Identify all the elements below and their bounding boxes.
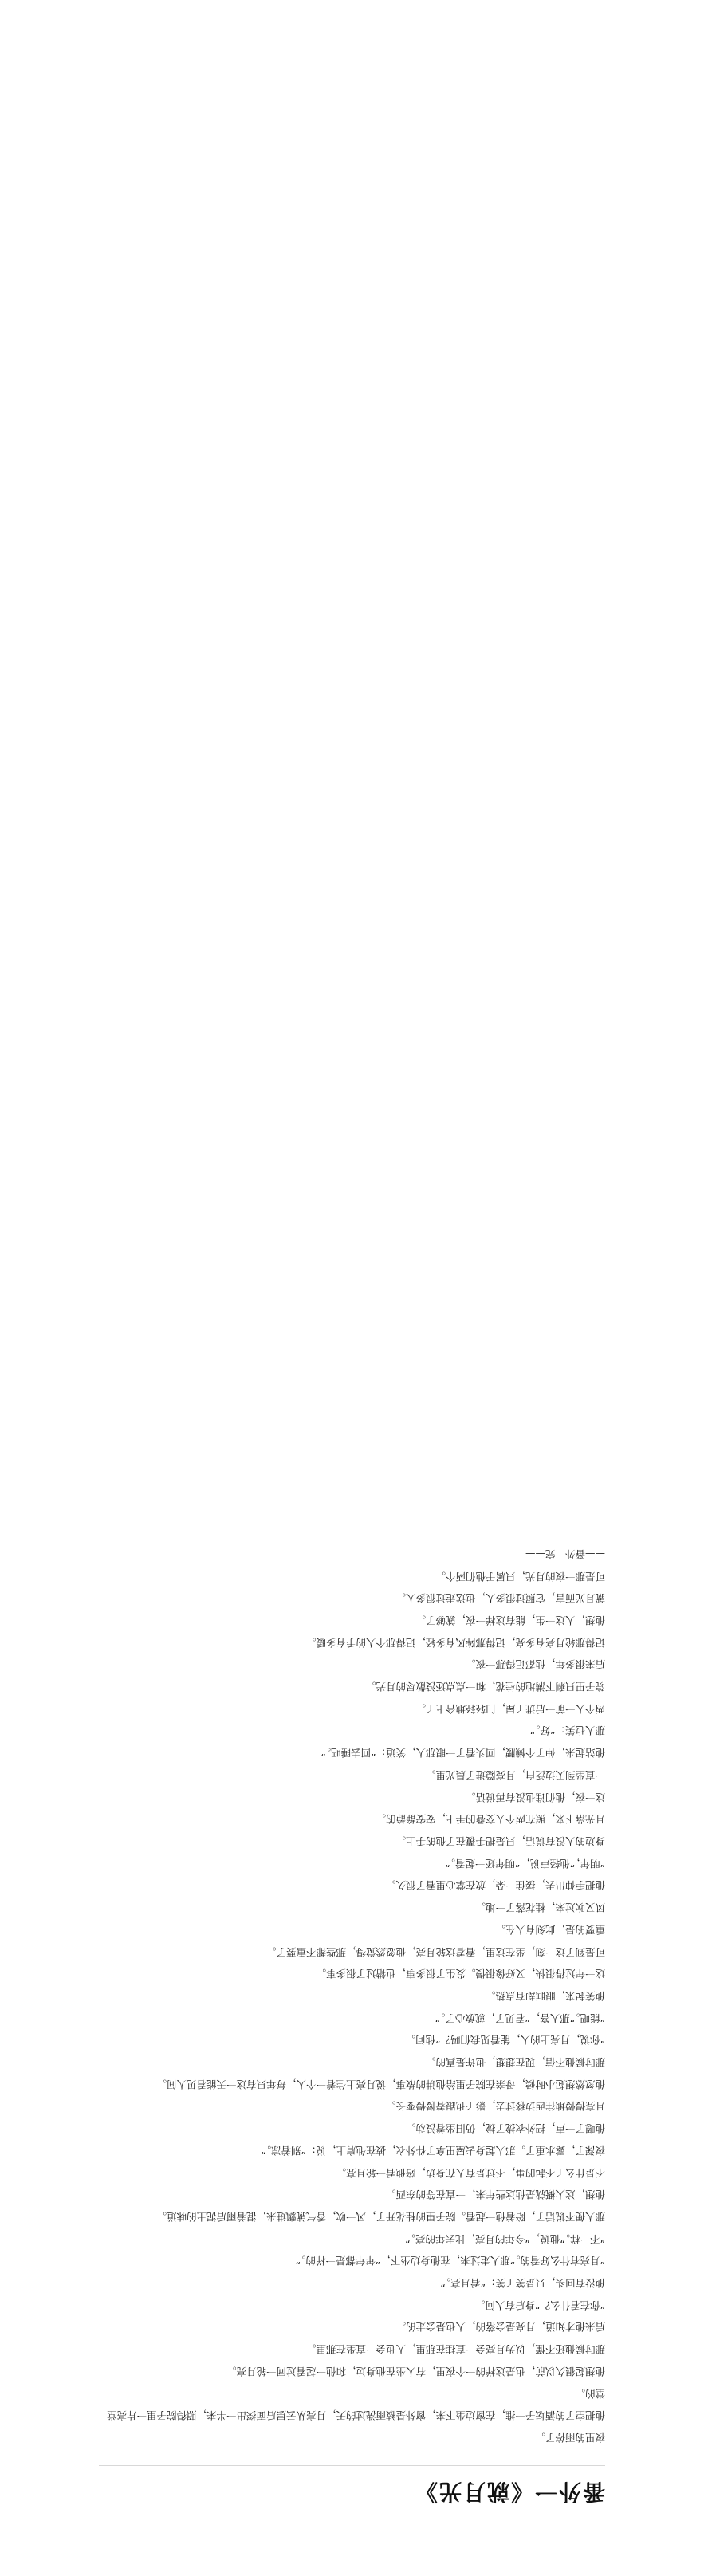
paragraph: 夜里的雨停了。	[535, 2432, 605, 2444]
paragraph: 他笑起来，眼眶却有点热。	[485, 1989, 605, 2002]
paragraph: “不一样。”他说，“今年的月亮，比去年的亮。”	[405, 2232, 605, 2245]
paragraph: 夜深了，露水重了。那人起身去屋里拿了件外衣，披在他肩上，说：“别着凉。”	[261, 2144, 605, 2157]
paragraph: “你在看什么？”身后有人问。	[475, 2299, 605, 2311]
paragraph: “月亮有什么好看的。”那人走过来，在他身边坐下，“年年都是一样的。”	[295, 2255, 605, 2267]
paragraph: 院子里只剩下满地的桂花，和一点点还没散尽的月光。	[365, 1681, 605, 1693]
paragraph: “能吧。”那人答，“看见了，就放心了。”	[435, 2012, 605, 2024]
paragraph: 两个人一前一后进了屋，门轻轻地合上了。	[415, 1702, 605, 1715]
paragraph: 那时候他不信，现在想想，也许是真的。	[425, 2056, 605, 2069]
paragraph: 他把手伸出去，接住一朵，放在掌心里看了很久。	[385, 1879, 605, 1892]
paragraph: 身边的人没有说话，只是把手覆在了他的手上。	[395, 1835, 605, 1848]
title-block	[99, 2465, 605, 2509]
document-title: 番外一《就月光》	[413, 2479, 605, 2505]
paragraph: 这一夜，他们谁也没有再说话。	[465, 1791, 605, 1803]
paragraph: 那人也笑：“好。”	[529, 1725, 605, 1737]
paragraph: 那人便不说话了，陪着他一起看。院子里的桂花开了，风一吹，香气就飘进来，混着雨后泥土的味道。	[156, 2210, 605, 2223]
paragraph: 那时候他还不懂，以为月亮会一直挂在那里，人也会一直坐在那里。	[305, 2343, 605, 2356]
paragraph: 他想起很久以前，也是这样的一个夜里，有人坐在他身边，和他一起看过同一轮月亮。	[226, 2365, 605, 2377]
paragraph: “明年，”他轻声说，“明年还一起看。”	[445, 1857, 605, 1870]
paragraph: 他忽然想起小时候，母亲在院子里给他讲的故事，说月亮上住着一个人，每年只有这一天能看见人间。	[156, 2078, 605, 2090]
paragraph: 风又吹过来，桂花落了一地。	[475, 1902, 605, 1914]
paragraph: 记得那轮月亮有多亮，记得那阵风有多轻，记得那个人的手有多暖。	[305, 1636, 605, 1649]
paragraph: 后来很多年，他都记得那一夜。	[465, 1658, 605, 1671]
paragraph: 他想，人这一生，能有这样一夜，就够了。	[415, 1614, 605, 1626]
document-body	[99, 1543, 605, 2448]
paragraph: 他站起来，伸了个懒腰，回头看了一眼那人，笑道：“回去睡吧。”	[321, 1747, 605, 1760]
paragraph: 后来他才知道，月亮是会落的，人也是会走的。	[395, 2321, 605, 2334]
paragraph: 月亮慢慢地往西边移过去，影子也跟着慢慢变长。	[385, 2100, 605, 2113]
paragraph: 重要的是，此刻有人在。	[495, 1923, 605, 1936]
paragraph: 可是到了这一刻，坐在这里，看着这轮月亮，他忽然觉得，那些都不重要了。	[265, 1945, 605, 1958]
document-paper	[22, 22, 682, 2554]
paragraph: 可是那一夜的月光，只属于他们两个。	[435, 1570, 605, 1583]
paragraph: 他想，这大概就是他这些年来，一直在等的东西。	[385, 2189, 605, 2201]
paragraph: 就月光而言，它照过很多人，也送走过很多人。	[395, 1592, 605, 1605]
paragraph: “你说，月亮上的人，能看见我们吗？”他问。	[405, 2034, 605, 2047]
paragraph: 他没有回头，只是笑了笑：“看月亮。”	[440, 2277, 605, 2290]
paragraph: ——番外一完——	[525, 1548, 605, 1560]
paragraph: 不是什么了不起的事，不过是有人在身边，陪他看一轮月亮。	[336, 2166, 605, 2179]
paragraph: 月光落下来，照在两个人交叠的手上，安安静静的。	[376, 1813, 605, 1826]
paragraph: 他把空了的酒坛子一推，在窗边坐下来，窗外是被雨洗过的天，月亮从云层后面探出一半来，照得院子里一片亮堂堂的。	[106, 2387, 605, 2422]
paragraph: 这一年过得很快，又好像很慢。发生了很多事，也错过了很多事。	[316, 1968, 605, 1980]
paragraph: 一直坐到天边泛白，月亮隐进了晨光里。	[425, 1768, 605, 1781]
paragraph: 他嗯了一声，把外衣拢了拢，仍旧坐着没动。	[405, 2122, 605, 2135]
